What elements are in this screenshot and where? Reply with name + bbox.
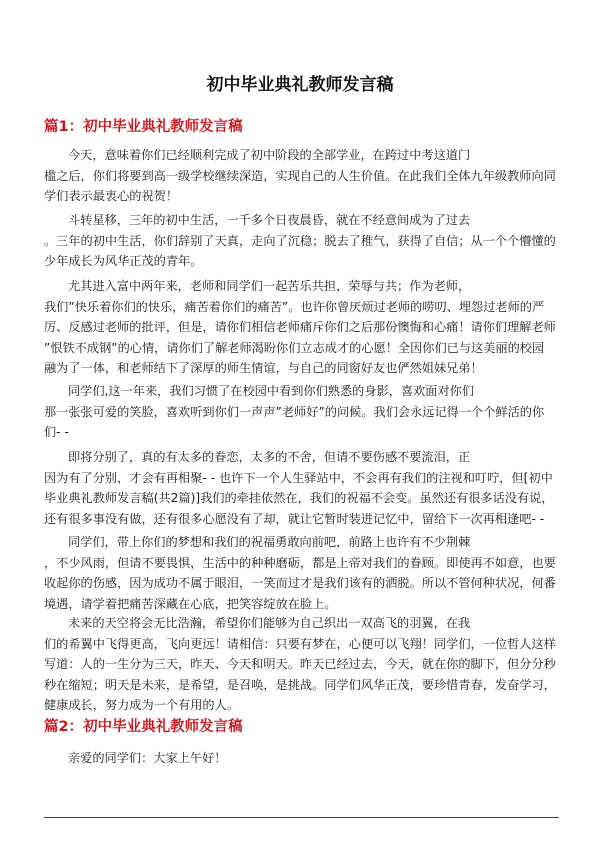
paragraph-line: 境遇，请学着把痛苦深藏在心底，把笑容绽放在脸上。 xyxy=(44,596,337,611)
paragraph-line: 融为了一体，和老师结下了深厚的师生情谊，与自己的同窗好友也俨然姐妹兄弟！ xyxy=(44,361,483,375)
paragraph-line: 我们”快乐着你们的快乐，痛苦着你们的痛苦”。也许你曾厌烦过老师的唠叨、埋怨过老师的严 xyxy=(44,299,545,314)
paragraph-line: 收起你的伤感，因为成功不属于眼泪，一笑而过才是我们该有的洒脱。所以不管何种状况，何番 xyxy=(44,576,556,590)
paragraph-line: 今天，意味着你们已经顺利完成了初中阶段的全部学业，在跨过中考这道门 xyxy=(68,148,471,162)
paragraph-line: 健康成长，努力成为一个有用的人。 xyxy=(44,698,239,712)
paragraph-line: 毕业典礼教师发言稿(共2篇)]我们的牵挂依然在，我们的祝福不会变。虽然还有很多话没有说， xyxy=(44,491,554,505)
paragraph-line: 秒在缩短；明天是未来，是希望，是召唤，是挑战。同学们风华正茂，要珍惜青春，发奋学习， xyxy=(44,677,556,692)
paragraph-line: 。三年的初中生活，你们辞别了天真，走向了沉稳；脱去了稚气，获得了自信；从一个个懵懂的 xyxy=(44,233,556,248)
paragraph-line: 们的希翼中飞得更高，飞向更远！请相信：只要有梦在，心便可以飞翔！同学们，一位哲人这样 xyxy=(44,636,556,651)
paragraph-line: 还有很多事没有做，还有很多心愿没有了却，就让它暂时装进记忆中，留给下一次再相逢吧- - xyxy=(44,511,545,526)
section-heading-title: 初中毕业典礼教师发言稿 xyxy=(83,719,243,735)
footer-divider xyxy=(44,817,559,818)
document-title: 初中毕业典礼教师发言稿 xyxy=(206,75,394,95)
paragraph-line: 同学们，带上你们的梦想和我们的祝福勇敢向前吧，前路上也许有不少荆棘 xyxy=(68,535,471,549)
paragraph-line: 厉、反感过老师的批评，但是，请你们相信老师痛斥你们之后那份懊悔和心痛！请你们理解老师 xyxy=(44,320,556,334)
paragraph-line: ，不少风雨，但请不要畏惧，生活中的种种磨砺，都是上帝对我们的眷顾。即使再不如意，也要 xyxy=(44,555,556,570)
paragraph xyxy=(44,447,560,529)
paragraph-line: 亲爱的同学们：大家上午好！ xyxy=(68,751,227,765)
paragraph xyxy=(44,210,560,272)
paragraph xyxy=(44,145,560,207)
paragraph xyxy=(44,276,560,379)
paragraph-line: ”恨铁不成钢”的心情，请你们了解老师渴盼你们立志成才的心愿！全因你们已与这美丽的校园 xyxy=(44,340,545,355)
paragraph xyxy=(44,613,560,716)
paragraph-line: 少年成长为风华正茂的青年。 xyxy=(44,254,203,268)
paragraph-line: 因为有了分别，才会有再相聚- - 也许下一个人生驿站中，不会再有我们的注视和叮咛，但[初中 xyxy=(44,470,553,485)
section-heading-1 xyxy=(44,117,243,137)
section-heading-2 xyxy=(44,717,243,737)
paragraph xyxy=(44,748,560,769)
section-heading-title: 初中毕业典礼教师发言稿 xyxy=(83,119,243,135)
paragraph-line: 尤其进入富中两年来，老师和同学们一起苦乐共担，荣辱与共；作为老师， xyxy=(68,279,471,293)
paragraph-line: 同学们,这一年来，我们习惯了在校园中看到你们熟悉的身影，喜欢面对你们 xyxy=(68,384,475,398)
paragraph-line: 槛之后，你们将要到高一级学校继续深造，实现自己的人生价值。在此我们全体九年级教师向同 xyxy=(44,168,556,183)
paragraph-line: 学们表示最衷心的祝贺！ xyxy=(44,189,179,203)
paragraph-line: 那一张张可爱的笑脸，喜欢听到你们一声声”老师好”的问候。我们会永远记得一个个鲜活的你 xyxy=(44,404,545,419)
section-heading-prefix: 篇1： xyxy=(44,119,84,135)
paragraph-line: 写道：人的一生分为三天，昨天、今天和明天。昨天已经过去，今天，就在你的脚下，但分分秒 xyxy=(44,657,556,671)
paragraph-line: 们- - xyxy=(44,425,69,439)
section-heading-prefix: 篇2： xyxy=(44,719,84,735)
paragraph xyxy=(44,381,560,443)
paragraph xyxy=(44,532,560,614)
paragraph-line: 未来的天空将会无比浩瀚，希望你们能够为自己织出一双高飞的羽翼，在我 xyxy=(68,616,471,630)
paragraph-line: 即将分别了，真的有太多的眷恋，太多的不舍，但请不要伤感不要流泪，正 xyxy=(68,450,471,464)
paragraph-line: 斗转星移，三年的初中生活，一千多个日夜晨昏，就在不经意间成为了过去 xyxy=(68,213,471,227)
